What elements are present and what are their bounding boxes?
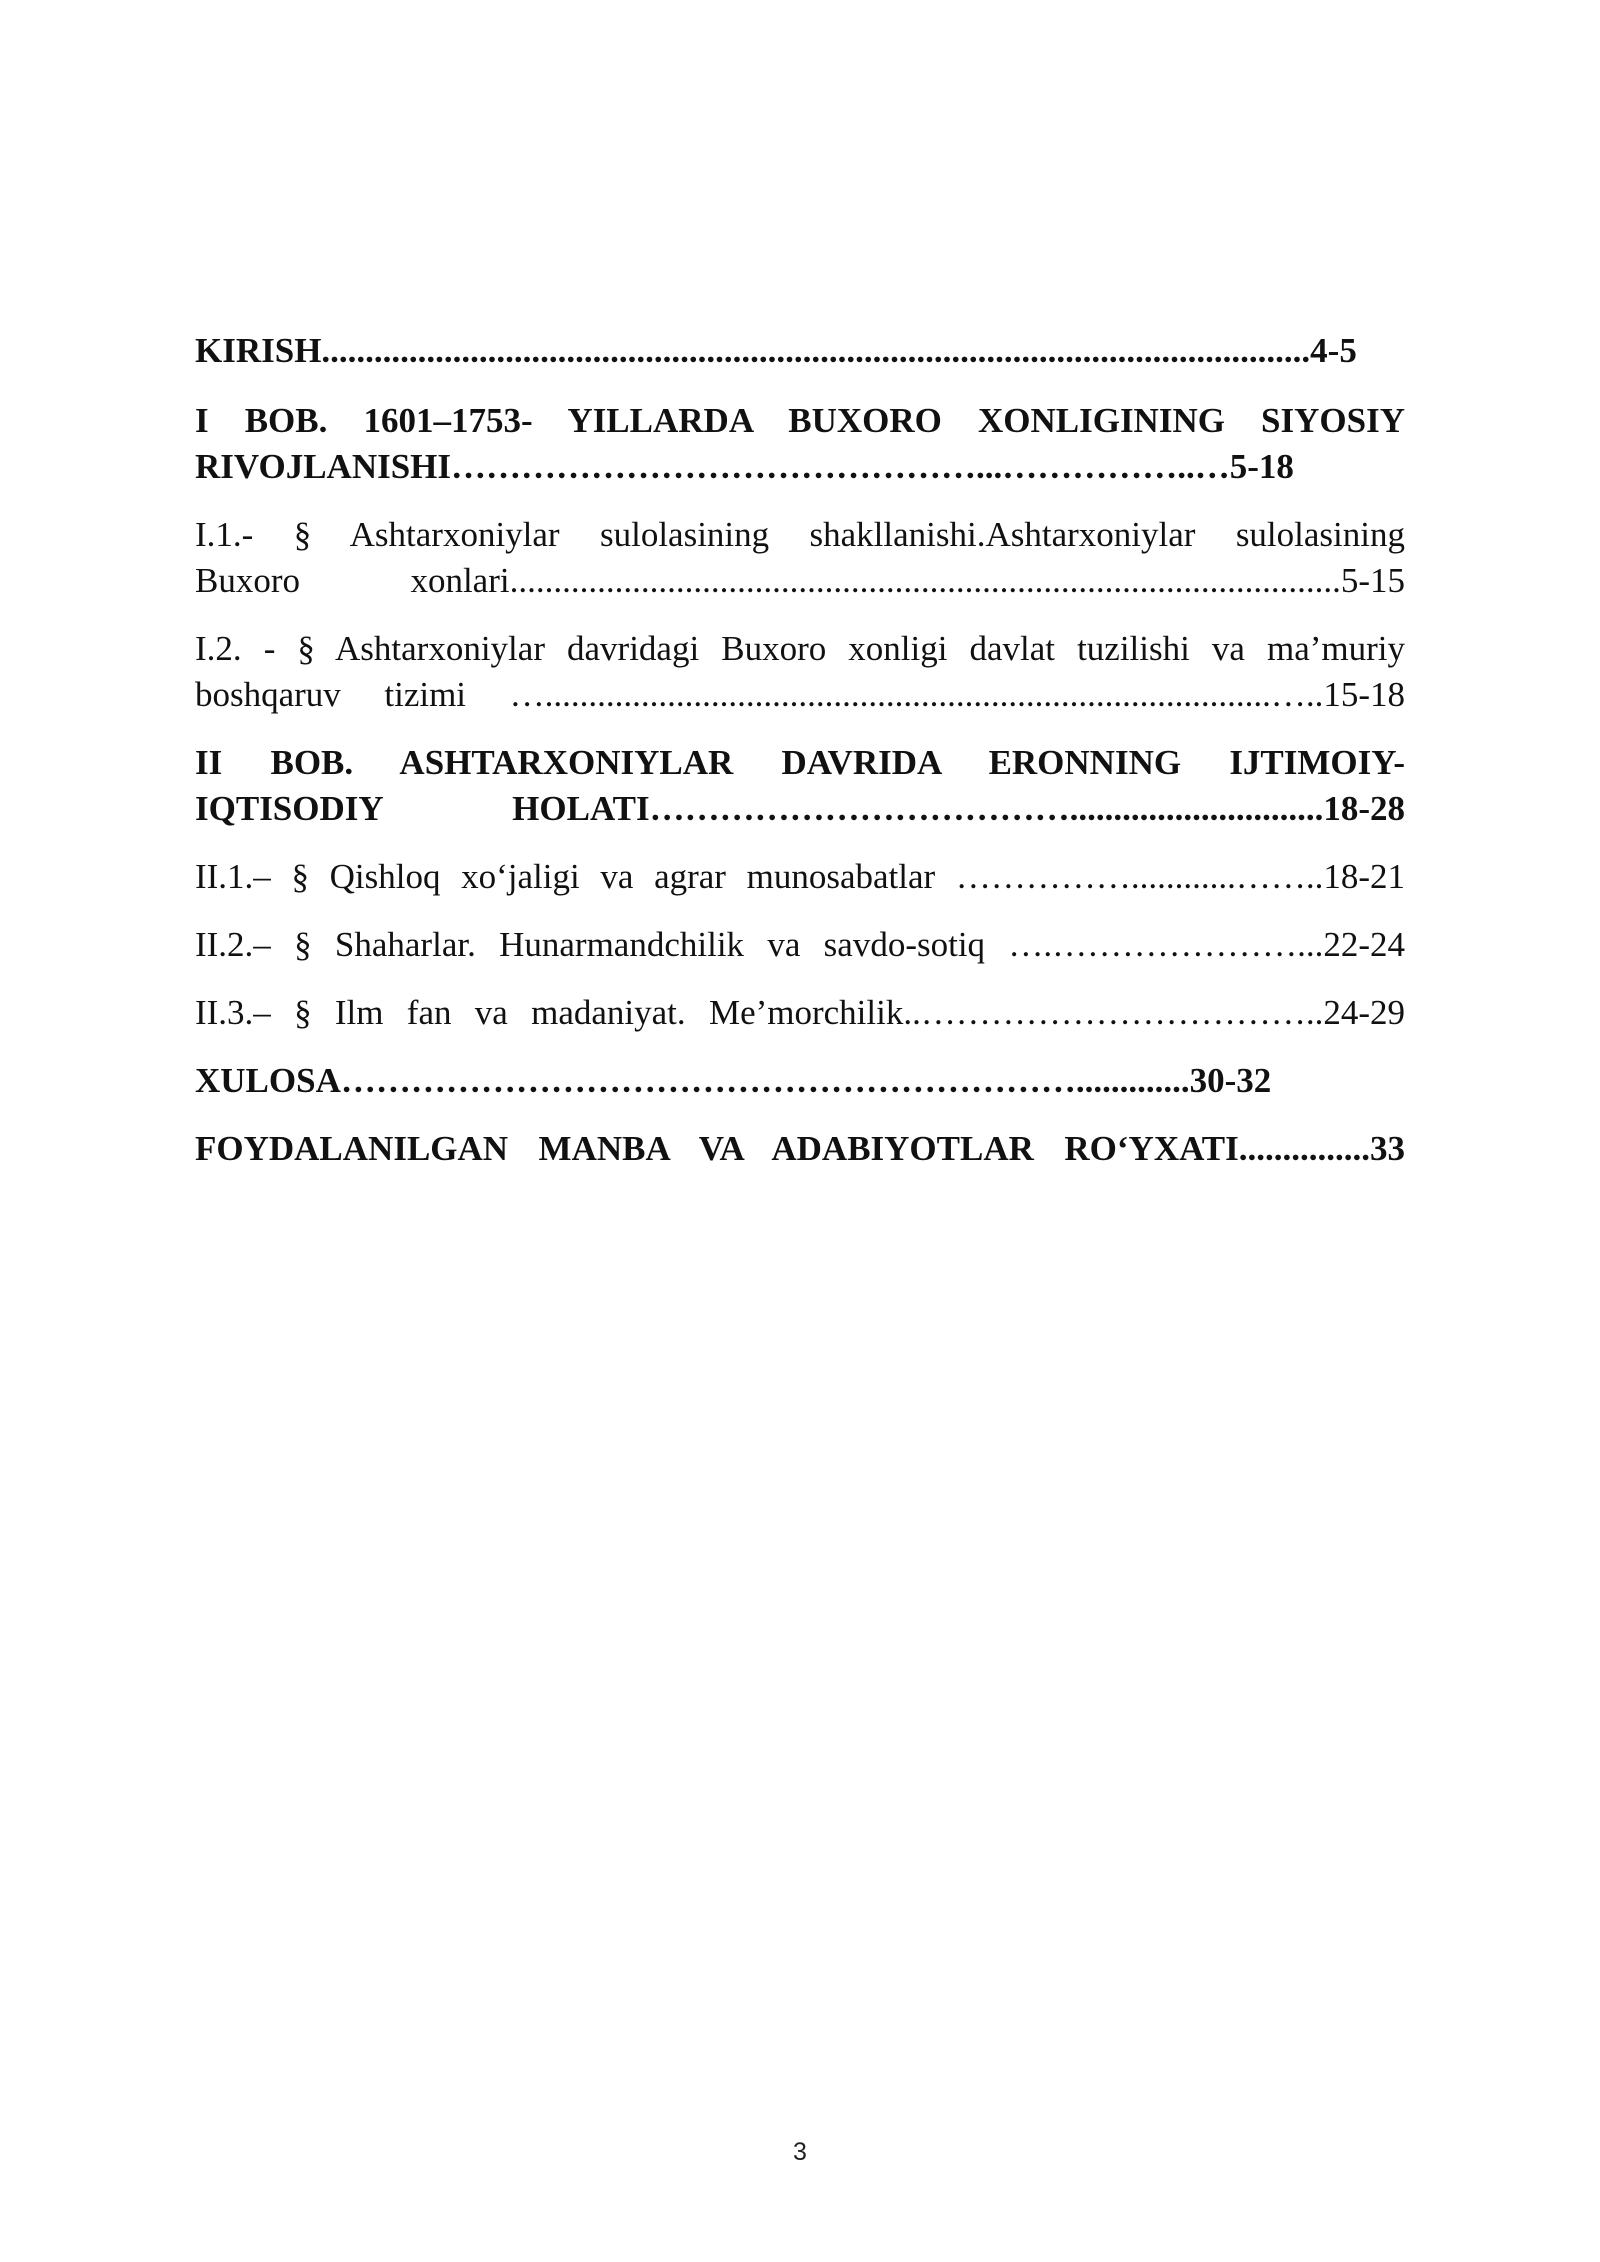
table-of-contents	[195, 328, 1405, 1172]
toc-entry-text: FOYDALANILGAN MANBA VA ADABIYOTLAR RO‘YXATI...............33	[195, 1129, 1405, 1168]
toc-entry-section-2-2	[195, 922, 1405, 968]
toc-entry-text-line-1: II BOB. ASHTARXONIYLAR DAVRIDA ERONNING IJTIMOIY-	[195, 743, 1405, 782]
page-number: 3	[793, 2138, 807, 2166]
toc-entry-section-2-1	[195, 854, 1405, 900]
toc-entry-foydalanilgan	[195, 1126, 1405, 1172]
toc-entry-text-line-1: I.1.- § Ashtarxoniylar sulolasining shakllanishi.Ashtarxoniylar sulolasining	[195, 515, 1405, 554]
toc-entry-text-line-2: RIVOJLANISHI………………………………………...……………..…5-18	[195, 447, 1294, 486]
toc-entry-text-line-2: IQTISODIY HOLATI……………………………….............................18-28	[195, 789, 1405, 828]
toc-entry-text: XULOSA……………………………………………………….............30-32	[195, 1061, 1272, 1100]
toc-entry-section-2-3	[195, 990, 1405, 1036]
toc-entry-kirish	[195, 328, 1405, 374]
toc-entry-bob-1	[195, 398, 1405, 490]
toc-entry-text: II.2.– § Shaharlar. Hunarmandchilik va savdo-sotiq ….…………………...22-24	[195, 925, 1405, 964]
toc-entry-text-line-2: boshqaruv tizimi …...................................................................................…..15-18	[195, 675, 1405, 714]
toc-entry-text-line-2: Buxoro xonlari...............................................................................................5-15	[195, 561, 1405, 600]
toc-entry-text-line-1: I.2. - § Ashtarxoniylar davridagi Buxoro xonligi davlat tuzilishi va ma’muriy	[195, 629, 1405, 668]
toc-entry-section-1-2	[195, 626, 1405, 718]
toc-entry-text: II.3.– § Ilm fan va madaniyat. Me’morchilik..……………………………..24-29	[195, 993, 1405, 1032]
toc-entry-xulosa	[195, 1058, 1405, 1104]
toc-entry-section-1-1	[195, 512, 1405, 604]
toc-entry-bob-2	[195, 740, 1405, 832]
toc-entry-text-line-1: I BOB. 1601–1753- YILLARDA BUXORO XONLIGINING SIYOSIY	[195, 401, 1405, 440]
toc-entry-text: II.1.– § Qishloq xo‘jaligi va agrar munosabatlar ……………............……..18-21	[195, 857, 1405, 896]
toc-entry-text: KIRISH.................................................................................................................4-5	[195, 331, 1357, 370]
